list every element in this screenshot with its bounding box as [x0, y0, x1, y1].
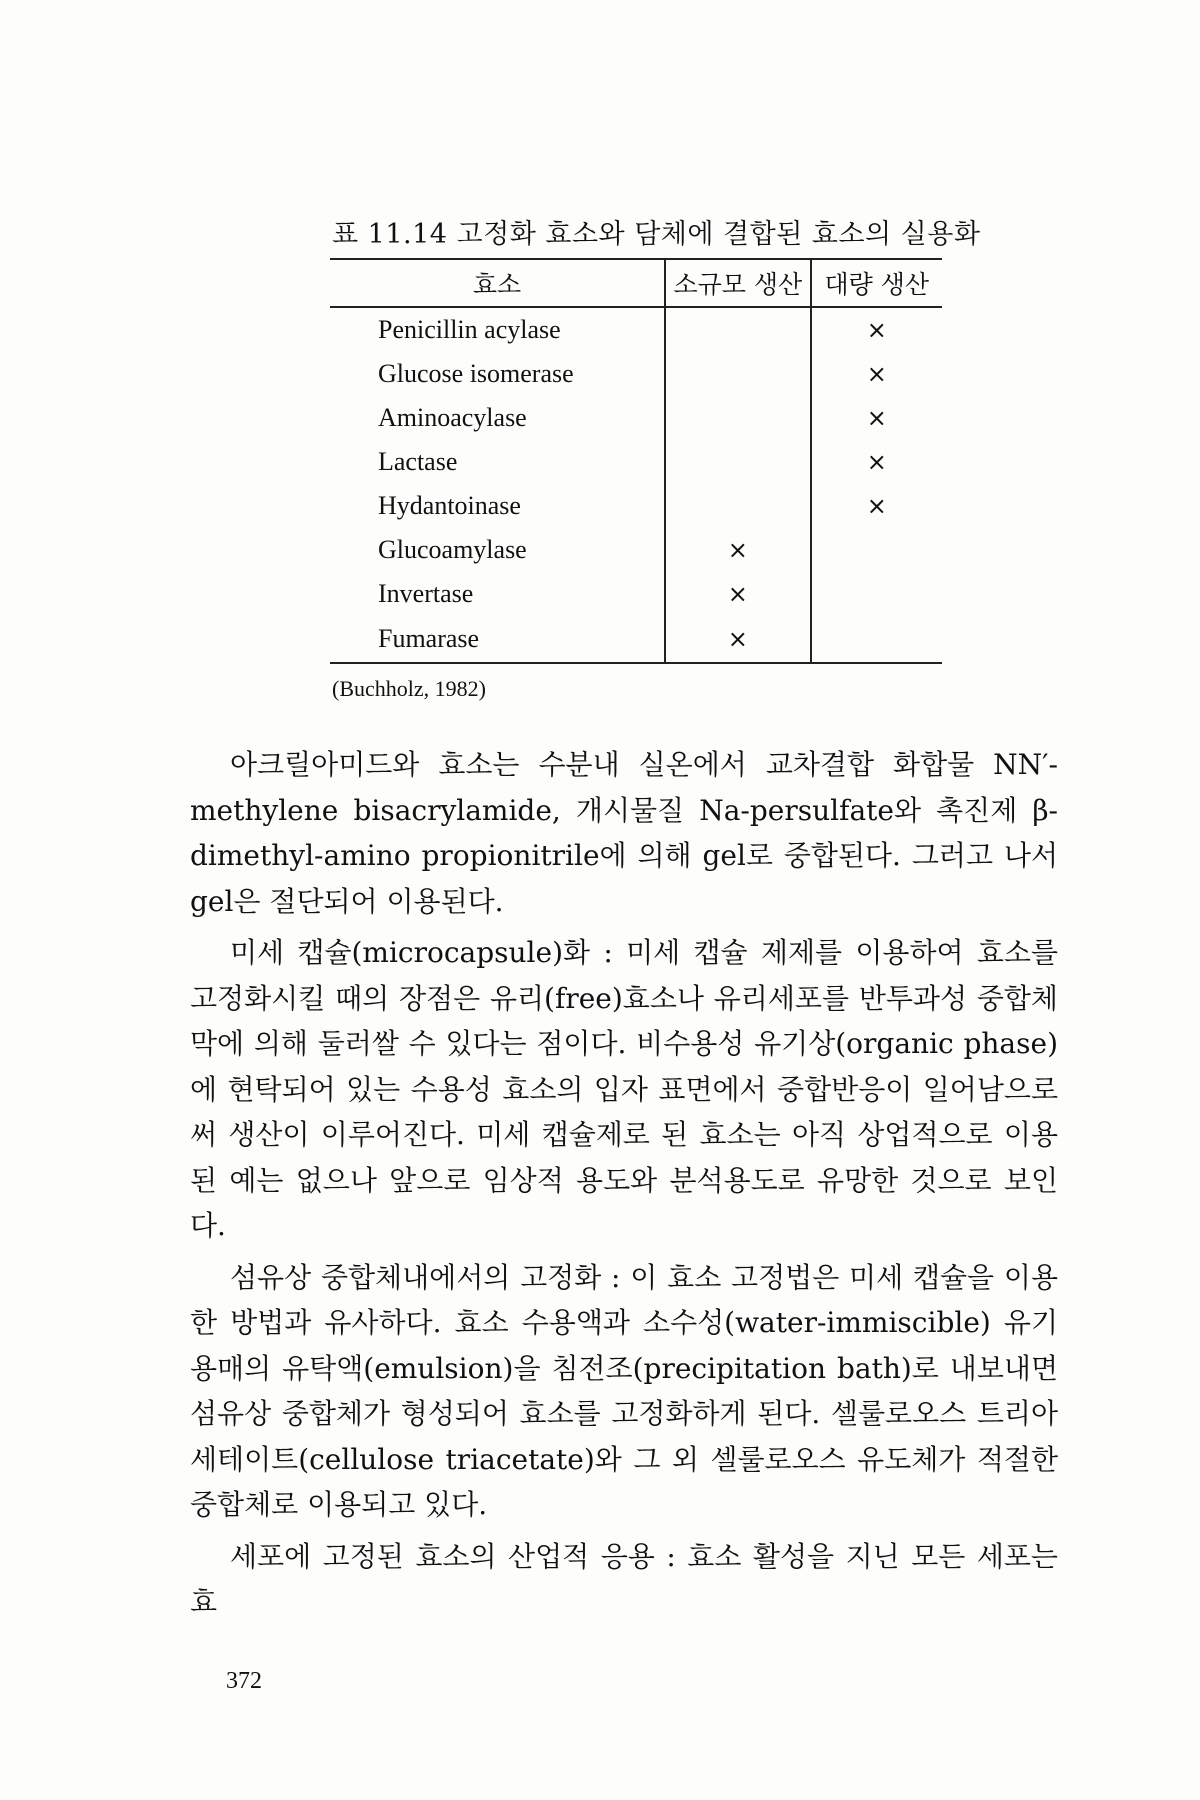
enzyme-name: Fumarase	[330, 616, 665, 663]
large-scale-mark: ×	[811, 352, 942, 396]
table-row	[330, 572, 942, 616]
small-scale-mark: ×	[665, 572, 811, 616]
large-scale-mark: ×	[811, 396, 942, 440]
small-scale-mark	[665, 484, 811, 528]
large-scale-mark	[811, 572, 942, 616]
paragraph-fiber-polymer: 섬유상 중합체내에서의 고정화 : 이 효소 고정법은 미세 캡슐을 이용한 방법과 유사하다. 효소 수용액과 소수성(water-immiscible) 유기용매의 유탁액(emulsion)을 침전조(precipitation bath)로 내보내면 섬유상 중합체가 형성되어 효소를 고정화하게 된다. 셀룰로오스 트리아세테이트(cellulose triacetate)와 그 외 셀룰로오스 유도체가 적절한 중합체로 이용되고 있다.	[190, 1260, 1058, 1521]
table-row	[330, 616, 942, 663]
enzyme-name: Penicillin acylase	[378, 315, 561, 344]
large-scale-mark	[811, 616, 942, 663]
table-row	[330, 528, 942, 572]
header-enzyme: 효소	[330, 259, 665, 307]
large-scale-mark: ×	[811, 307, 942, 352]
enzyme-table	[330, 258, 942, 664]
table-source: (Buchholz, 1982)	[332, 676, 486, 701]
header-small-scale: 소규모 생산	[665, 259, 811, 307]
enzyme-name: Lactase	[378, 447, 458, 476]
large-scale-mark: ×	[811, 484, 942, 528]
small-scale-mark: ×	[665, 528, 811, 572]
table-row	[330, 352, 942, 396]
table-row	[330, 484, 942, 528]
body-text	[190, 742, 1058, 1631]
table-row	[330, 307, 942, 352]
small-scale-mark	[665, 396, 811, 440]
enzyme-name: Glucose isomerase	[378, 359, 574, 388]
large-scale-mark: ×	[811, 440, 942, 484]
table-caption: 표 11.14 고정화 효소와 담체에 결합된 효소의 실용화	[332, 219, 981, 250]
small-scale-mark	[665, 352, 811, 396]
enzyme-name: Glucoamylase	[378, 535, 527, 564]
enzyme-name: Invertase	[378, 579, 474, 608]
large-scale-mark	[811, 528, 942, 572]
page-number: 372	[226, 1668, 262, 1694]
small-scale-mark	[665, 440, 811, 484]
paragraph-cell-immobilized: 세포에 고정된 효소의 산업적 응용 : 효소 활성을 지닌 모든 세포는 효	[190, 1539, 1058, 1618]
paragraph-acrylamide: 아크릴아미드와 효소는 수분내 실온에서 교차결합 화합물 NN′-methylene bisacrylamide, 개시물질 Na-persulfate와 촉진제 β-dimethyl-amino propionitrile에 의해 gel로 중합된다. 그러고 나서 gel은 절단되어 이용된다.	[190, 748, 1058, 918]
enzyme-name: Aminoacylase	[378, 403, 527, 432]
small-scale-mark	[665, 307, 811, 352]
small-scale-mark: ×	[665, 616, 811, 663]
table-header-row	[330, 259, 942, 307]
table-row	[330, 440, 942, 484]
header-large-scale: 대량 생산	[811, 259, 942, 307]
enzyme-name: Hydantoinase	[378, 491, 521, 520]
table-row	[330, 396, 942, 440]
paragraph-microcapsule: 미세 캡슐(microcapsule)화 : 미세 캡슐 제제를 이용하여 효소를 고정화시킬 때의 장점은 유리(free)효소나 유리세포를 반투과성 중합체막에 의해 둘러쌀 수 있다는 점이다. 비수용성 유기상(organic phase)에 현탁되어 있는 수용성 효소의 입자 표면에서 중합반응이 일어남으로써 생산이 이루어진다. 미세 캡슐제로 된 효소는 아직 상업적으로 이용된 예는 없으나 앞으로 임상적 용도와 분석용도로 유망한 것으로 보인다.	[190, 936, 1058, 1242]
